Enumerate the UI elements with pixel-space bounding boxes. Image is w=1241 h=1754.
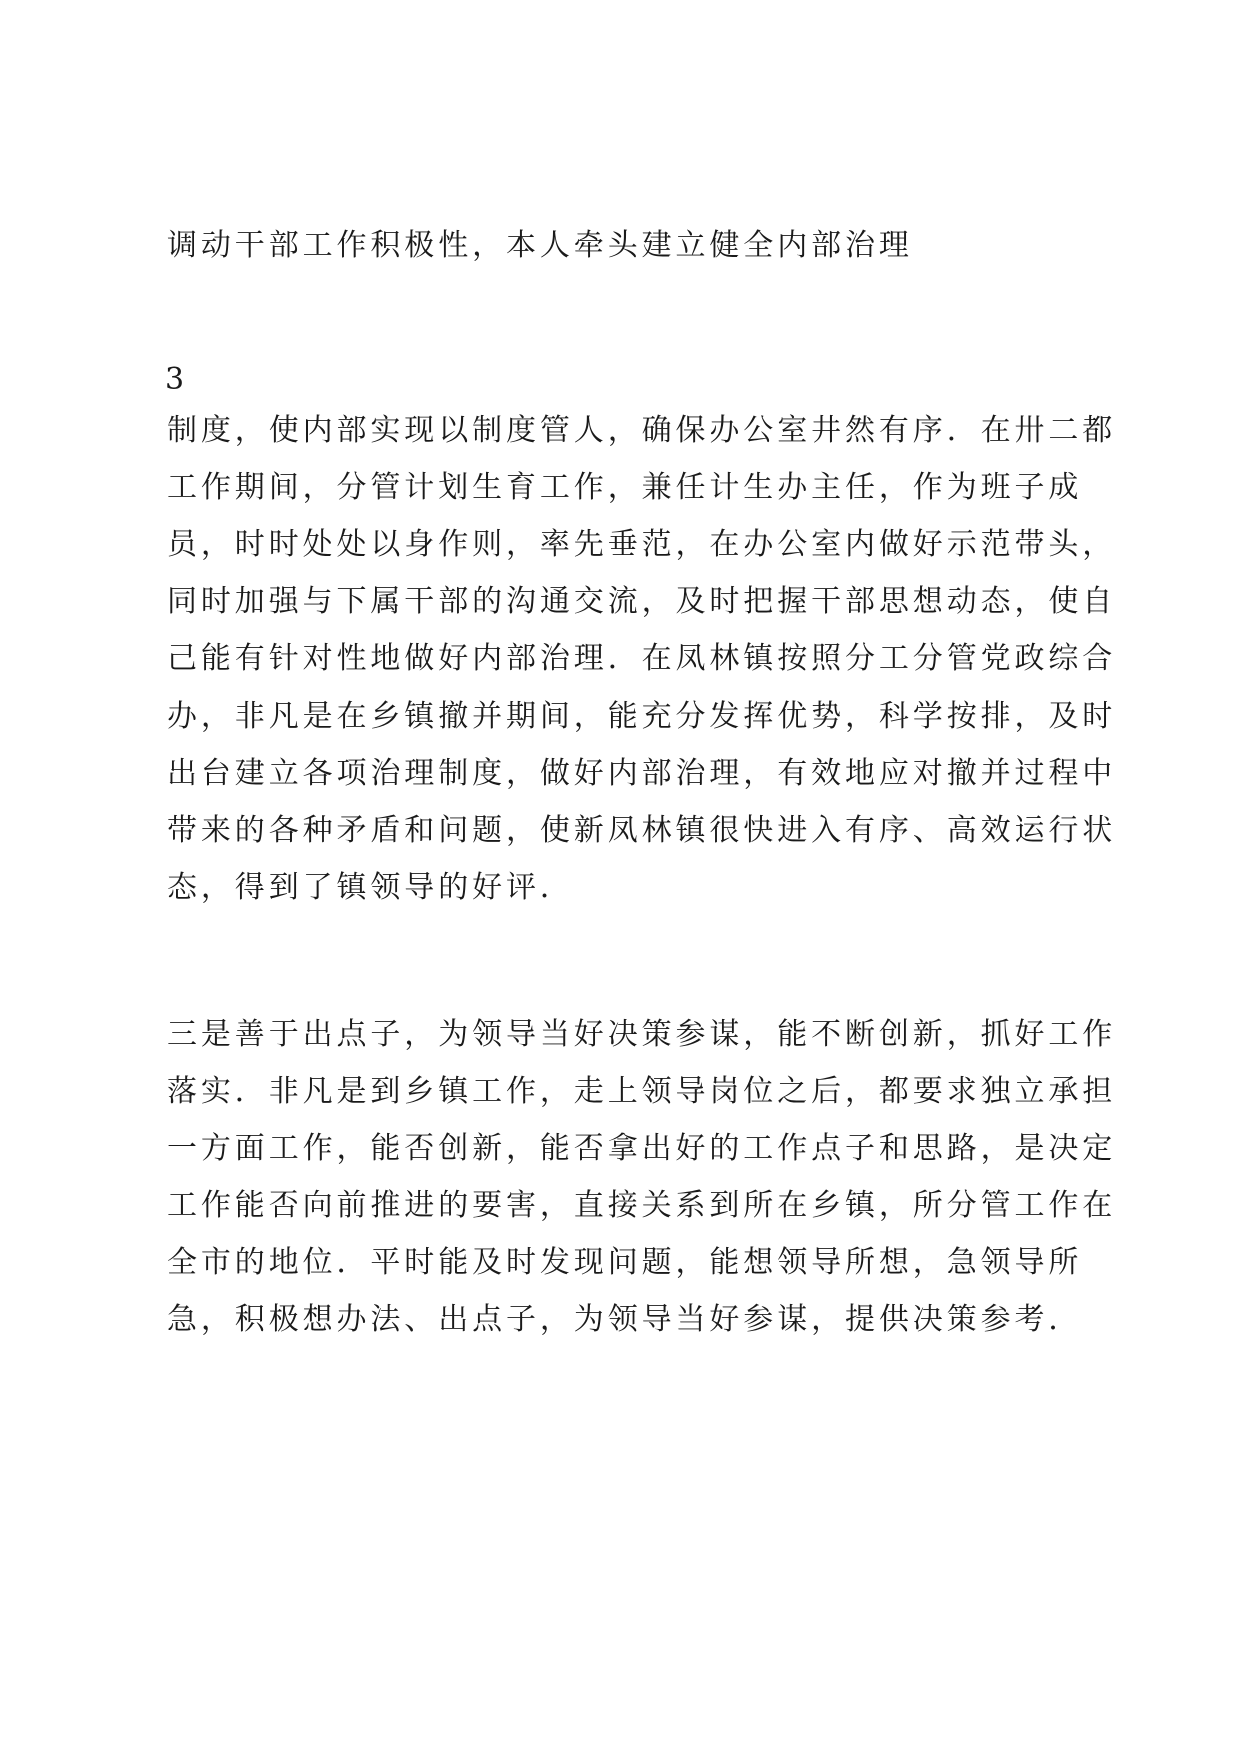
paragraph-line: 落实．非凡是到乡镇工作，走上领导岗位之后，都要求独立承担 (167, 1074, 1117, 1109)
page-number: 3 (165, 362, 185, 397)
paragraph-line: 态，得到了镇领导的好评． (167, 870, 574, 905)
paragraph-line: 工作能否向前推进的要害，直接关系到所在乡镇，所分管工作在 (167, 1188, 1117, 1223)
paragraph-line: 己能有针对性地做好内部治理．在凤林镇按照分工分管党政综合 (167, 641, 1117, 676)
paragraph-line: 三是善于出点子，为领导当好决策参谋，能不断创新，抓好工作 (167, 1017, 1117, 1052)
paragraph-line: 急，积极想办法、出点子，为领导当好参谋，提供决策参考． (167, 1302, 1083, 1337)
paragraph-line: 员，时时处处以身作则，率先垂范，在办公室内做好示范带头， (167, 527, 1117, 562)
paragraph-line: 全市的地位．平时能及时发现问题，能想领导所想，急领导所 (167, 1245, 1083, 1280)
paragraph-line: 办，非凡是在乡镇撤并期间，能充分发挥优势，科学按排，及时 (167, 699, 1117, 734)
paragraph-line: 同时加强与下属干部的沟通交流，及时把握干部思想动态，使自 (167, 584, 1117, 619)
paragraph-line: 制度，使内部实现以制度管人，确保办公室井然有序．在卅二都 (167, 413, 1117, 448)
paragraph-line: 带来的各种矛盾和问题，使新凤林镇很快进入有序、高效运行状 (167, 813, 1117, 848)
intro-line: 调动干部工作积极性，本人牵头建立健全内部治理 (167, 228, 913, 263)
paragraph-line: 一方面工作，能否创新，能否拿出好的工作点子和思路，是决定 (167, 1131, 1117, 1166)
paragraph-line: 工作期间，分管计划生育工作，兼任计生办主任，作为班子成 (167, 470, 1083, 505)
paragraph-line: 出台建立各项治理制度，做好内部治理，有效地应对撤并过程中 (167, 756, 1117, 791)
